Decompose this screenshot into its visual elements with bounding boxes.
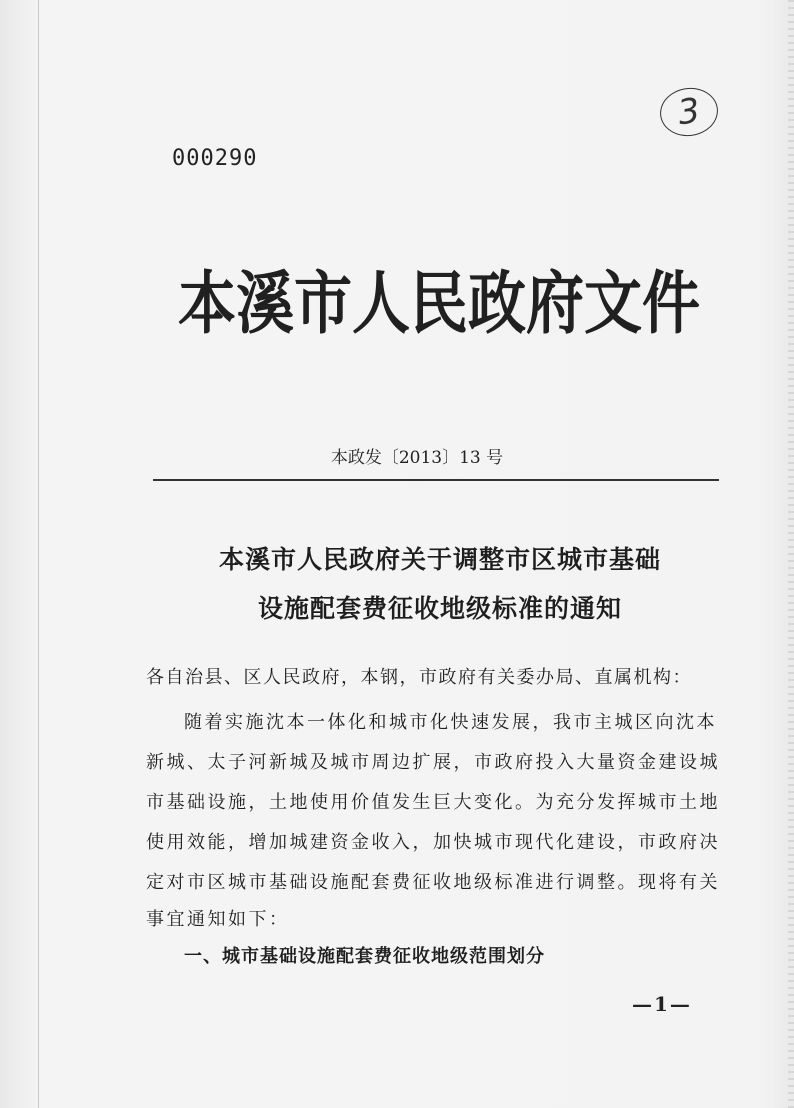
body-line: 随着实施沈本一体化和城市化快速发展，我市主城区向沈本 (184, 712, 717, 733)
notice-title-line1: 本溪市人民政府关于调整市区城市基础 (218, 545, 661, 574)
body-line: 市基础设施，土地使用价值发生巨大变化。为充分发挥城市土地 (146, 792, 720, 813)
addressee: 各自治县、区人民政府，本钢，市政府有关委办局、直属机构： (146, 667, 692, 688)
serial-number: 000290 (172, 146, 258, 171)
scan-edge-dots (788, 0, 794, 1108)
masthead-title: 本溪市人民政府文件 (178, 263, 701, 344)
body-line: 使用效能，增加城建资金收入，加快城市现代化建设，市政府决 (146, 832, 720, 853)
section-heading: 一、城市基础设施配套费征收地级范围划分 (184, 946, 545, 967)
page-number: —1— (632, 992, 692, 1016)
notice-title-line2: 设施配套费征收地级标准的通知 (257, 594, 622, 623)
body-line: 事宜通知如下： (146, 909, 290, 930)
header-divider (153, 479, 719, 481)
document-number: 本政发〔2013〕13 号 (330, 448, 504, 468)
body-line: 定对市区城市基础设施配套费征收地级标准进行调整。现将有关 (146, 872, 720, 893)
handwritten-page-mark: 3 (657, 84, 721, 140)
scan-edge-line (38, 0, 39, 1108)
body-line: 新城、太子河新城及城市周边扩展，市政府投入大量资金建设城 (146, 752, 720, 773)
